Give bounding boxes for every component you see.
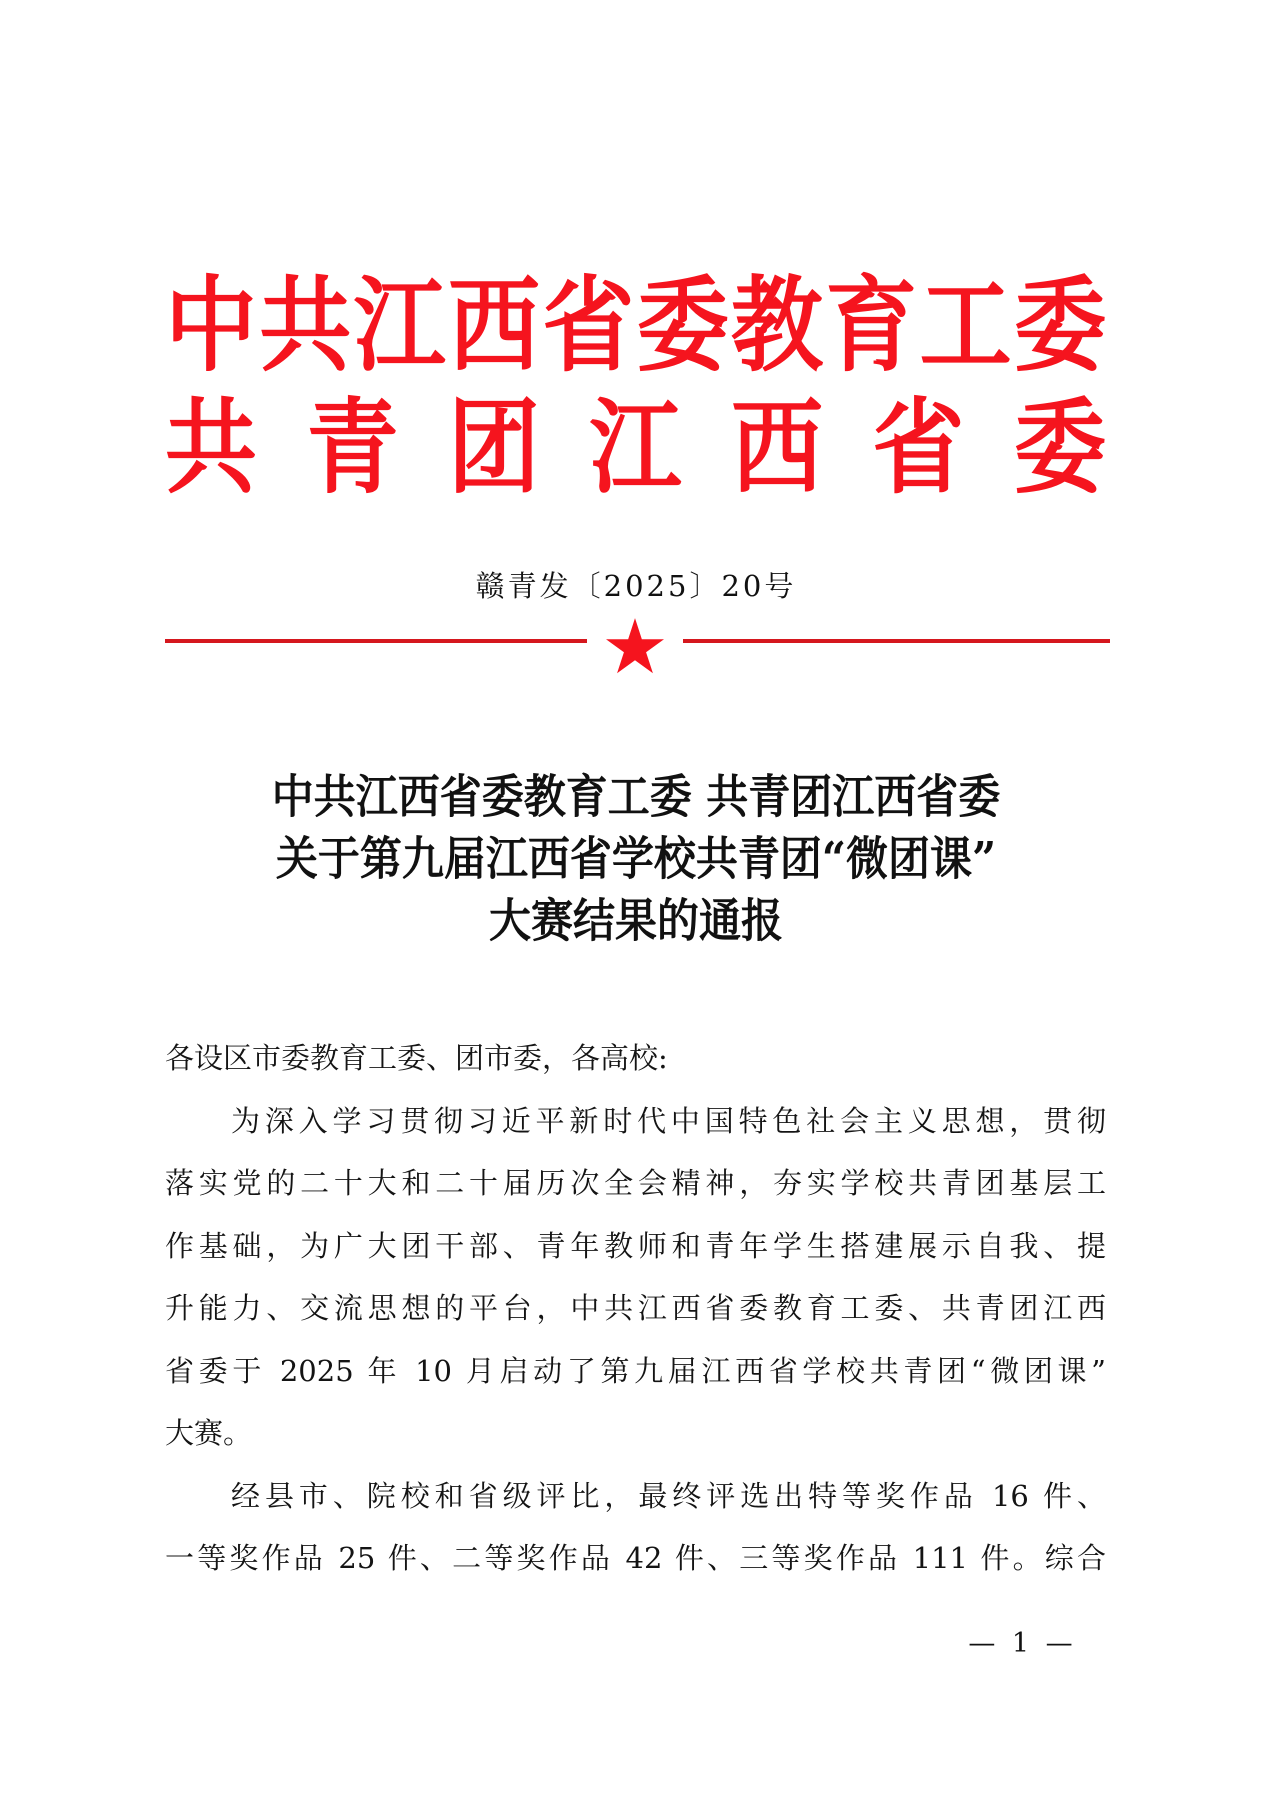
title-line (0, 766, 1272, 828)
body-line: 作基础，为广大团干部、青年教师和青年学生搭建展示自我、提 (165, 1228, 1106, 1263)
masthead-char: 委 (1013, 264, 1106, 386)
title-text: 关于第九届江西省学校共青团“微团课” (275, 831, 997, 886)
body-line: 落实党的二十大和二十届历次全会精神，夯实学校共青团基层工 (165, 1166, 1106, 1200)
salutation: 各设区市委教育工委、团市委，各高校: (165, 1041, 668, 1075)
masthead-issuer-2 (165, 386, 1106, 508)
masthead-char: 江 (353, 264, 446, 386)
masthead-char: 育 (825, 264, 918, 386)
masthead-char: 省 (542, 264, 635, 386)
masthead-char: 西 (730, 386, 823, 508)
masthead-char: 教 (730, 264, 823, 386)
masthead-char: 中 (165, 264, 258, 386)
masthead-char: 西 (447, 264, 540, 386)
body-line: 省委于 2025 年 10 月启动了第九届江西省学校共青团“微团课” (165, 1353, 1106, 1388)
masthead-char: 省 (872, 386, 965, 508)
masthead-char: 委 (1013, 386, 1106, 508)
title-text: 大赛结果的通报 (488, 893, 783, 948)
masthead-char: 江 (589, 386, 682, 508)
star-icon (606, 618, 664, 674)
masthead-char: 共 (165, 386, 258, 508)
page-number: — 1 — (968, 1628, 1077, 1659)
document-body (165, 1036, 1106, 1599)
masthead-char: 工 (919, 264, 1012, 386)
title-line (0, 890, 1272, 952)
document-title (0, 766, 1272, 952)
red-rule-left (165, 639, 587, 643)
title-text: 中共江西省委教育工委 共青团江西省委 (271, 769, 1001, 824)
masthead-char: 青 (306, 386, 399, 508)
document-number: 赣青发〔2025〕20号 (475, 569, 797, 603)
body-line: 升能力、交流思想的平台，中共江西省委教育工委、共青团江西 (165, 1291, 1106, 1325)
body-line: 经县市、院校和省级评比，最终评选出特等奖作品 16 件、 (231, 1478, 1106, 1513)
body-line: 大赛。 (165, 1416, 253, 1450)
title-line (0, 828, 1272, 890)
masthead-char: 委 (636, 264, 729, 386)
body-line: 一等奖作品 25 件、二等奖作品 42 件、三等奖作品 111 件。综合 (165, 1541, 1106, 1575)
body-line: 为深入学习贯彻习近平新时代中国特色社会主义思想，贯彻 (231, 1103, 1106, 1138)
masthead-issuer-1 (165, 264, 1106, 386)
masthead-char: 共 (259, 264, 352, 386)
masthead-char: 团 (447, 386, 540, 508)
red-rule-right (683, 639, 1110, 643)
